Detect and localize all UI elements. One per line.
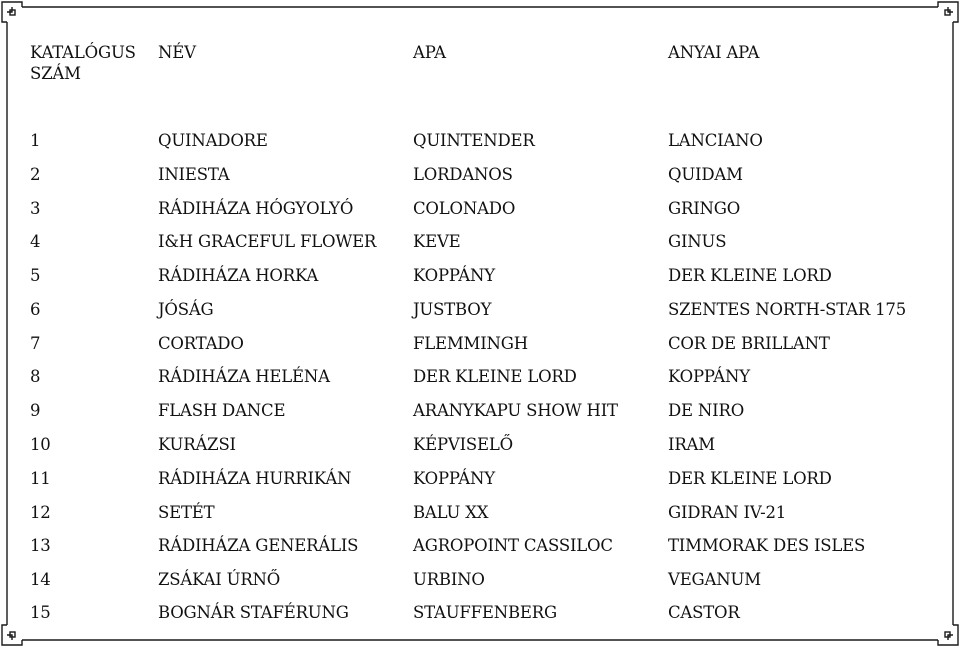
- row-dam-sire: TIMMORAK DES ISLES: [668, 536, 866, 555]
- row-sire: STAUFFENBERG: [413, 603, 557, 622]
- row-sire: LORDANOS: [413, 165, 513, 184]
- row-name: QUINADORE: [158, 131, 268, 150]
- row-sire: QUINTENDER: [413, 131, 535, 150]
- row-dam-sire: GINUS: [668, 232, 727, 251]
- row-sire: ARANYKAPU SHOW HIT: [413, 401, 618, 420]
- row-sire: KEVE: [413, 232, 461, 251]
- row-name: RÁDIHÁZA HÓGYOLYÓ: [158, 199, 354, 218]
- row-sire: KÉPVISELŐ: [413, 435, 513, 454]
- row-number: 15: [30, 603, 51, 622]
- header-sire: APA: [413, 43, 446, 62]
- row-dam-sire: SZENTES NORTH-STAR 175: [668, 300, 907, 319]
- row-name: ZSÁKAI ÚRNŐ: [158, 570, 281, 589]
- row-name: I&H GRACEFUL FLOWER: [158, 232, 377, 251]
- row-name: RÁDIHÁZA HELÉNA: [158, 367, 330, 386]
- row-sire: AGROPOINT CASSILOC: [413, 536, 613, 555]
- row-number: 13: [30, 536, 51, 555]
- row-number: 10: [30, 435, 51, 454]
- row-number: 6: [30, 300, 41, 319]
- row-name: BOGNÁR STAFÉRUNG: [158, 603, 349, 622]
- row-number: 1: [30, 131, 41, 150]
- row-dam-sire: COR DE BRILLANT: [668, 334, 830, 353]
- row-name: RÁDIHÁZA HORKA: [158, 266, 319, 285]
- row-dam-sire: DE NIRO: [668, 401, 745, 420]
- row-number: 8: [30, 367, 41, 386]
- row-sire: DER KLEINE LORD: [413, 367, 577, 386]
- row-name: SETÉT: [158, 503, 215, 522]
- row-name: CORTADO: [158, 334, 244, 353]
- row-dam-sire: DER KLEINE LORD: [668, 469, 832, 488]
- header-name: NÉV: [158, 43, 196, 62]
- row-dam-sire: CASTOR: [668, 603, 740, 622]
- row-dam-sire: IRAM: [668, 435, 715, 454]
- row-dam-sire: VEGANUM: [668, 570, 761, 589]
- row-dam-sire: GRINGO: [668, 199, 741, 218]
- row-name: INIESTA: [158, 165, 230, 184]
- row-sire: FLEMMINGH: [413, 334, 528, 353]
- row-number: 2: [30, 165, 41, 184]
- header-dam-sire: ANYAI APA: [668, 43, 760, 62]
- row-number: 9: [30, 401, 41, 420]
- row-name: RÁDIHÁZA HURRIKÁN: [158, 469, 352, 488]
- row-sire: URBINO: [413, 570, 485, 589]
- row-name: FLASH DANCE: [158, 401, 286, 420]
- row-dam-sire: QUIDAM: [668, 165, 743, 184]
- header-catalog-number: KATALÓGUS SZÁM: [30, 43, 136, 83]
- row-name: JÓSÁG: [158, 300, 214, 319]
- row-sire: JUSTBOY: [413, 300, 492, 319]
- row-sire: KOPPÁNY: [413, 469, 495, 488]
- row-sire: BALU XX: [413, 503, 489, 522]
- row-number: 11: [30, 469, 51, 488]
- row-number: 12: [30, 503, 51, 522]
- row-name: RÁDIHÁZA GENERÁLIS: [158, 536, 359, 555]
- row-number: 3: [30, 199, 41, 218]
- row-sire: KOPPÁNY: [413, 266, 495, 285]
- row-sire: COLONADO: [413, 199, 516, 218]
- row-number: 14: [30, 570, 51, 589]
- row-dam-sire: DER KLEINE LORD: [668, 266, 832, 285]
- row-dam-sire: LANCIANO: [668, 131, 763, 150]
- row-number: 7: [30, 334, 41, 353]
- row-dam-sire: GIDRAN IV-21: [668, 503, 787, 522]
- row-dam-sire: KOPPÁNY: [668, 367, 750, 386]
- row-number: 4: [30, 232, 41, 251]
- row-number: 5: [30, 266, 41, 285]
- row-name: KURÁZSI: [158, 435, 236, 454]
